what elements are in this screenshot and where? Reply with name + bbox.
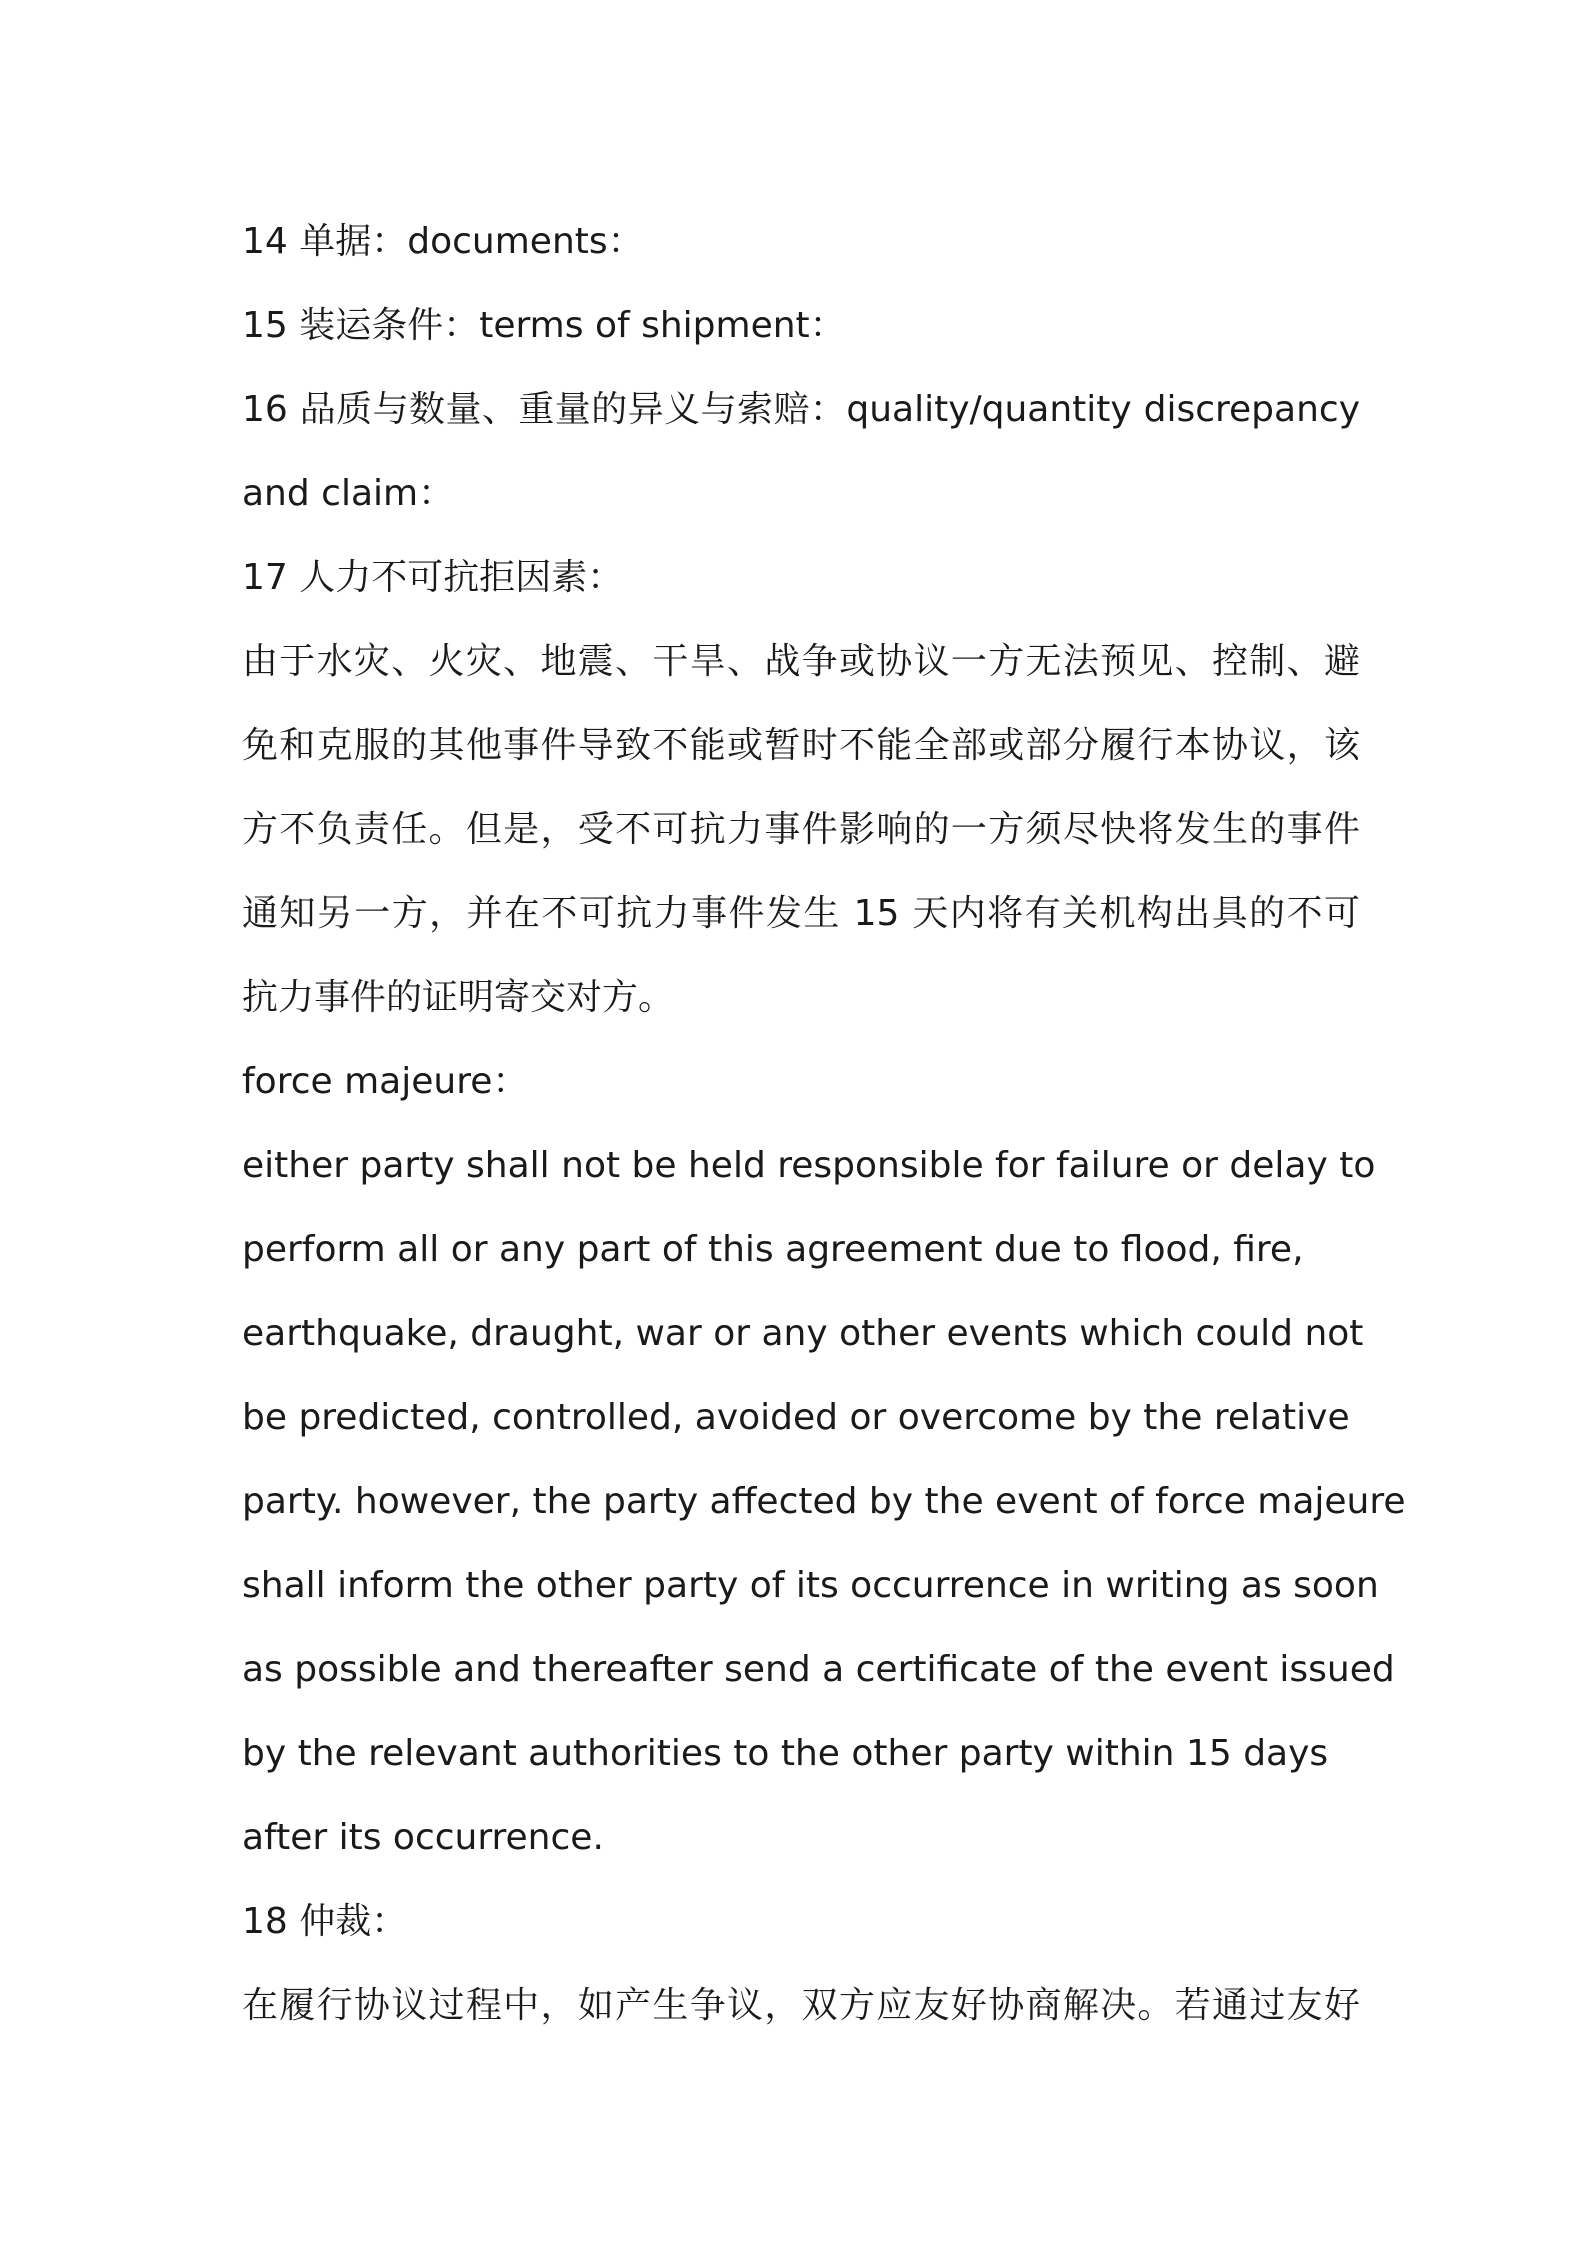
clause-18-heading: 18 仲裁：: [242, 1901, 408, 1942]
clause-17-cn-line: 免和克服的其他事件导致不能或暂时不能全部或部分履行本协议，该: [242, 725, 1360, 766]
clause-17-en-line: perform all or any part of this agreement due to flood, fire,: [242, 1229, 1304, 1270]
force-majeure-heading: force majeure：: [242, 1061, 529, 1102]
clause-17-cn-line: 方不负责任。但是，受不可抗力事件影响的一方须尽快将发生的事件: [242, 809, 1360, 850]
clause-17-heading: 17 人力不可抗拒因素：: [242, 557, 624, 598]
clause-17-en-line: as possible and thereafter send a certificate of the event issued: [242, 1649, 1395, 1690]
clause-16-heading: 16 品质与数量、重量的异义与索赔：quality/quantity discrepancy: [242, 389, 1360, 430]
clause-17-en-line: by the relevant authorities to the other party within 15 days: [242, 1733, 1329, 1774]
clause-17-en-line: shall inform the other party of its occurrence in writing as soon: [242, 1565, 1379, 1606]
clause-15-heading: 15 装运条件：terms of shipment：: [242, 305, 846, 346]
clause-17-en-line: either party shall not be held responsible for failure or delay to: [242, 1145, 1376, 1186]
clause-16-heading-cont: and claim：: [242, 473, 455, 514]
document-page: [242, 200, 1406, 2048]
clause-17-en-line: party. however, the party affected by the event of force majeure: [242, 1481, 1406, 1522]
clause-17-cn-line: 通知另一方，并在不可抗力事件发生 15 天内将有关机构出具的不可: [242, 893, 1360, 934]
clause-17-cn-line: 由于水灾、火灾、地震、干旱、战争或协议一方无法预见、控制、避: [242, 641, 1360, 682]
clause-18-cn-line: 在履行协议过程中，如产生争议，双方应友好协商解决。若通过友好: [242, 1985, 1360, 2026]
clause-17-en-line: be predicted, controlled, avoided or overcome by the relative: [242, 1397, 1350, 1438]
clause-14-heading: 14 单据：documents：: [242, 221, 644, 262]
clause-17-en-line: earthquake, draught, war or any other events which could not: [242, 1313, 1364, 1354]
clause-17-cn-line: 抗力事件的证明寄交对方。: [242, 977, 675, 1018]
clause-17-en-line: after its occurrence.: [242, 1817, 604, 1858]
